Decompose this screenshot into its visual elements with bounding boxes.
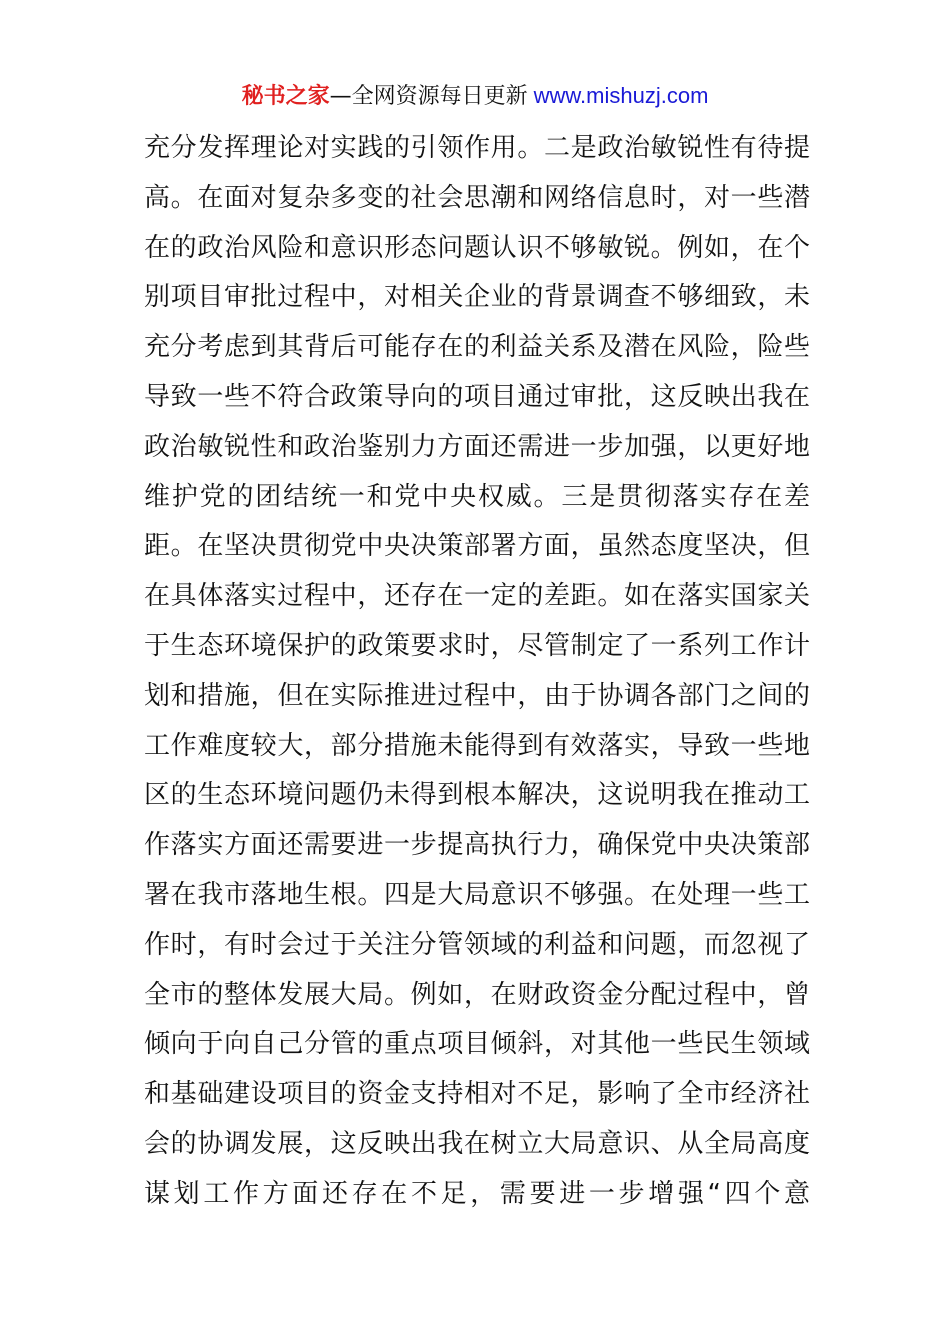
body-line: 充分发挥理论对实践的引领作用。二是政治敏锐性有待提: [144, 133, 810, 163]
document-body: [144, 124, 810, 1220]
body-line: 在具体落实过程中，还存在一定的差距。如在落实国家关: [144, 581, 810, 612]
body-line: 在的政治风险和意识形态问题认识不够敏锐。例如，在个: [144, 232, 810, 263]
body-line: 划和措施，但在实际推进过程中，由于协调各部门之间的: [144, 680, 810, 711]
site-brand: 秘书之家: [241, 84, 330, 109]
body-line: 谋划工作方面还存在不足，需要进一步增强“四个意: [144, 1178, 810, 1209]
body-line: 维护党的团结统一和党中央权威。三是贯彻落实存在差: [144, 481, 810, 512]
body-line: 充分考虑到其背后可能存在的利益关系及潜在风险，险些: [144, 332, 810, 363]
body-line: 于生态环境保护的政策要求时，尽管制定了一系列工作计: [144, 630, 810, 661]
body-line: 倾向于向自己分管的重点项目倾斜，对其他一些民生领域: [144, 1029, 810, 1060]
page-header: [0, 80, 950, 113]
body-line: 和基础建设项目的资金支持相对不足，影响了全市经济社: [144, 1079, 810, 1110]
body-line: 工作难度较大，部分措施未能得到有效落实，导致一些地: [144, 730, 810, 761]
body-line: 政治敏锐性和政治鉴别力方面还需进一步加强，以更好地: [144, 431, 810, 462]
body-line: 作时，有时会过于关注分管领域的利益和问题，而忽视了: [144, 929, 810, 960]
site-url-link[interactable]: www.mishuzj.com: [533, 83, 709, 108]
body-line: 别项目审批过程中，对相关企业的背景调查不够细致，未: [144, 282, 810, 313]
body-line: 全市的整体发展大局。例如，在财政资金分配过程中，曾: [144, 979, 810, 1010]
body-line: 区的生态环境问题仍未得到根本解决，这说明我在推动工: [144, 780, 810, 811]
body-line: 作落实方面还需要进一步提高执行力，确保党中央决策部: [144, 830, 810, 861]
body-line: 署在我市落地生根。四是大局意识不够强。在处理一些工: [144, 879, 810, 910]
body-line: 高。在面对复杂多变的社会思潮和网络信息时，对一些潜: [144, 182, 810, 213]
body-line: 距。在坚决贯彻党中央决策部署方面，虽然态度坚决，但: [144, 531, 810, 562]
body-line: 会的协调发展，这反映出我在树立大局意识、从全局高度: [144, 1128, 810, 1159]
body-line: 导致一些不符合政策导向的项目通过审批，这反映出我在: [144, 381, 810, 412]
header-tagline: —全网资源每日更新: [329, 84, 528, 109]
